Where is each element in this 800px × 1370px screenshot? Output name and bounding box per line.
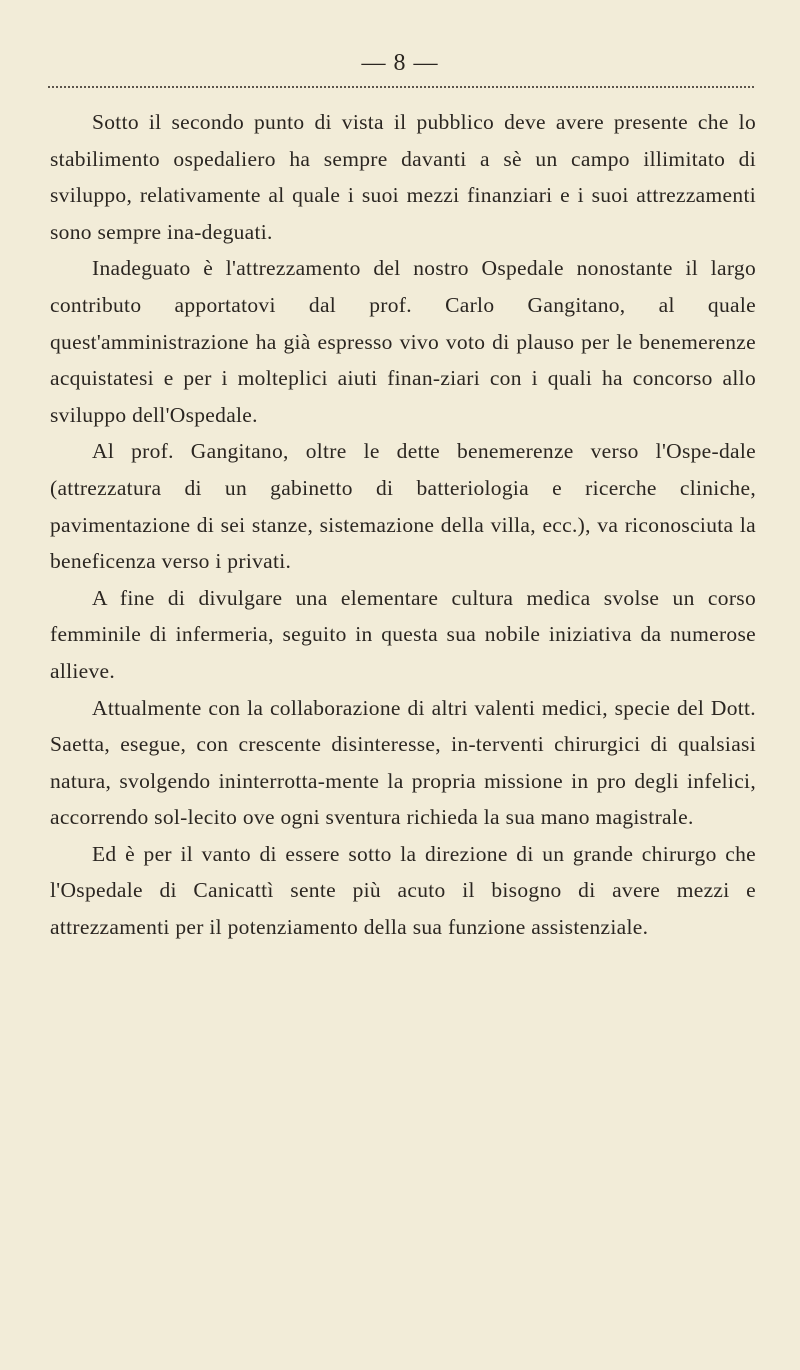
header-dotted-rule xyxy=(48,86,754,88)
paragraph-4: A fine di divulgare una elementare cultura medica svolse un corso femminile di infermeria, seguito in questa sua nobile iniziativa da numerose allieve. xyxy=(50,585,756,683)
page-number: — 8 — xyxy=(361,50,439,76)
paragraph-5: Attualmente con la collaborazione di altri valenti medici, specie del Dott. Saetta, esegue, con crescente disinteresse, in-terventi chirurgici di qualsiasi natura, svolgendo ininterrotta-mente la propria missione in pro degli infelici, accorrendo sol-lecito ove ogni sventura richieda la sua mano magistrale. xyxy=(50,695,756,830)
paragraph-3: Al prof. Gangitano, oltre le dette benemerenze verso l'Ospe-dale (attrezzatura di un gabinetto di batteriologia e ricerche cliniche, pavimentazione di sei stanze, sistemazione della villa, ecc.), va riconosciuta la beneficenza verso i privati. xyxy=(50,439,756,574)
body-text xyxy=(50,104,756,946)
paragraph-2: Inadeguato è l'attrezzamento del nostro Ospedale nonostante il largo contributo apportatovi dal prof. Carlo Gangitano, al quale quest'amministrazione ha già espresso vivo voto di plauso per le benemerenze acquistatesi e per i molteplici aiuti finan-ziari con i quali ha concorso allo sviluppo dell'Ospedale. xyxy=(50,256,756,427)
paragraph-6: Ed è per il vanto di essere sotto la direzione di un grande chirurgo che l'Ospedale di Canicattì sente più acuto il bisogno di avere mezzi e attrezzamenti per il potenziamento della sua funzione assistenziale. xyxy=(50,841,756,940)
paragraph-1: Sotto il secondo punto di vista il pubblico deve avere presente che lo stabilimento ospedaliero ha sempre davanti a sè un campo illimitato di sviluppo, relativamente al quale i suoi mezzi finanziari e i suoi attrezzamenti sono sempre ina-deguati. xyxy=(50,110,756,244)
